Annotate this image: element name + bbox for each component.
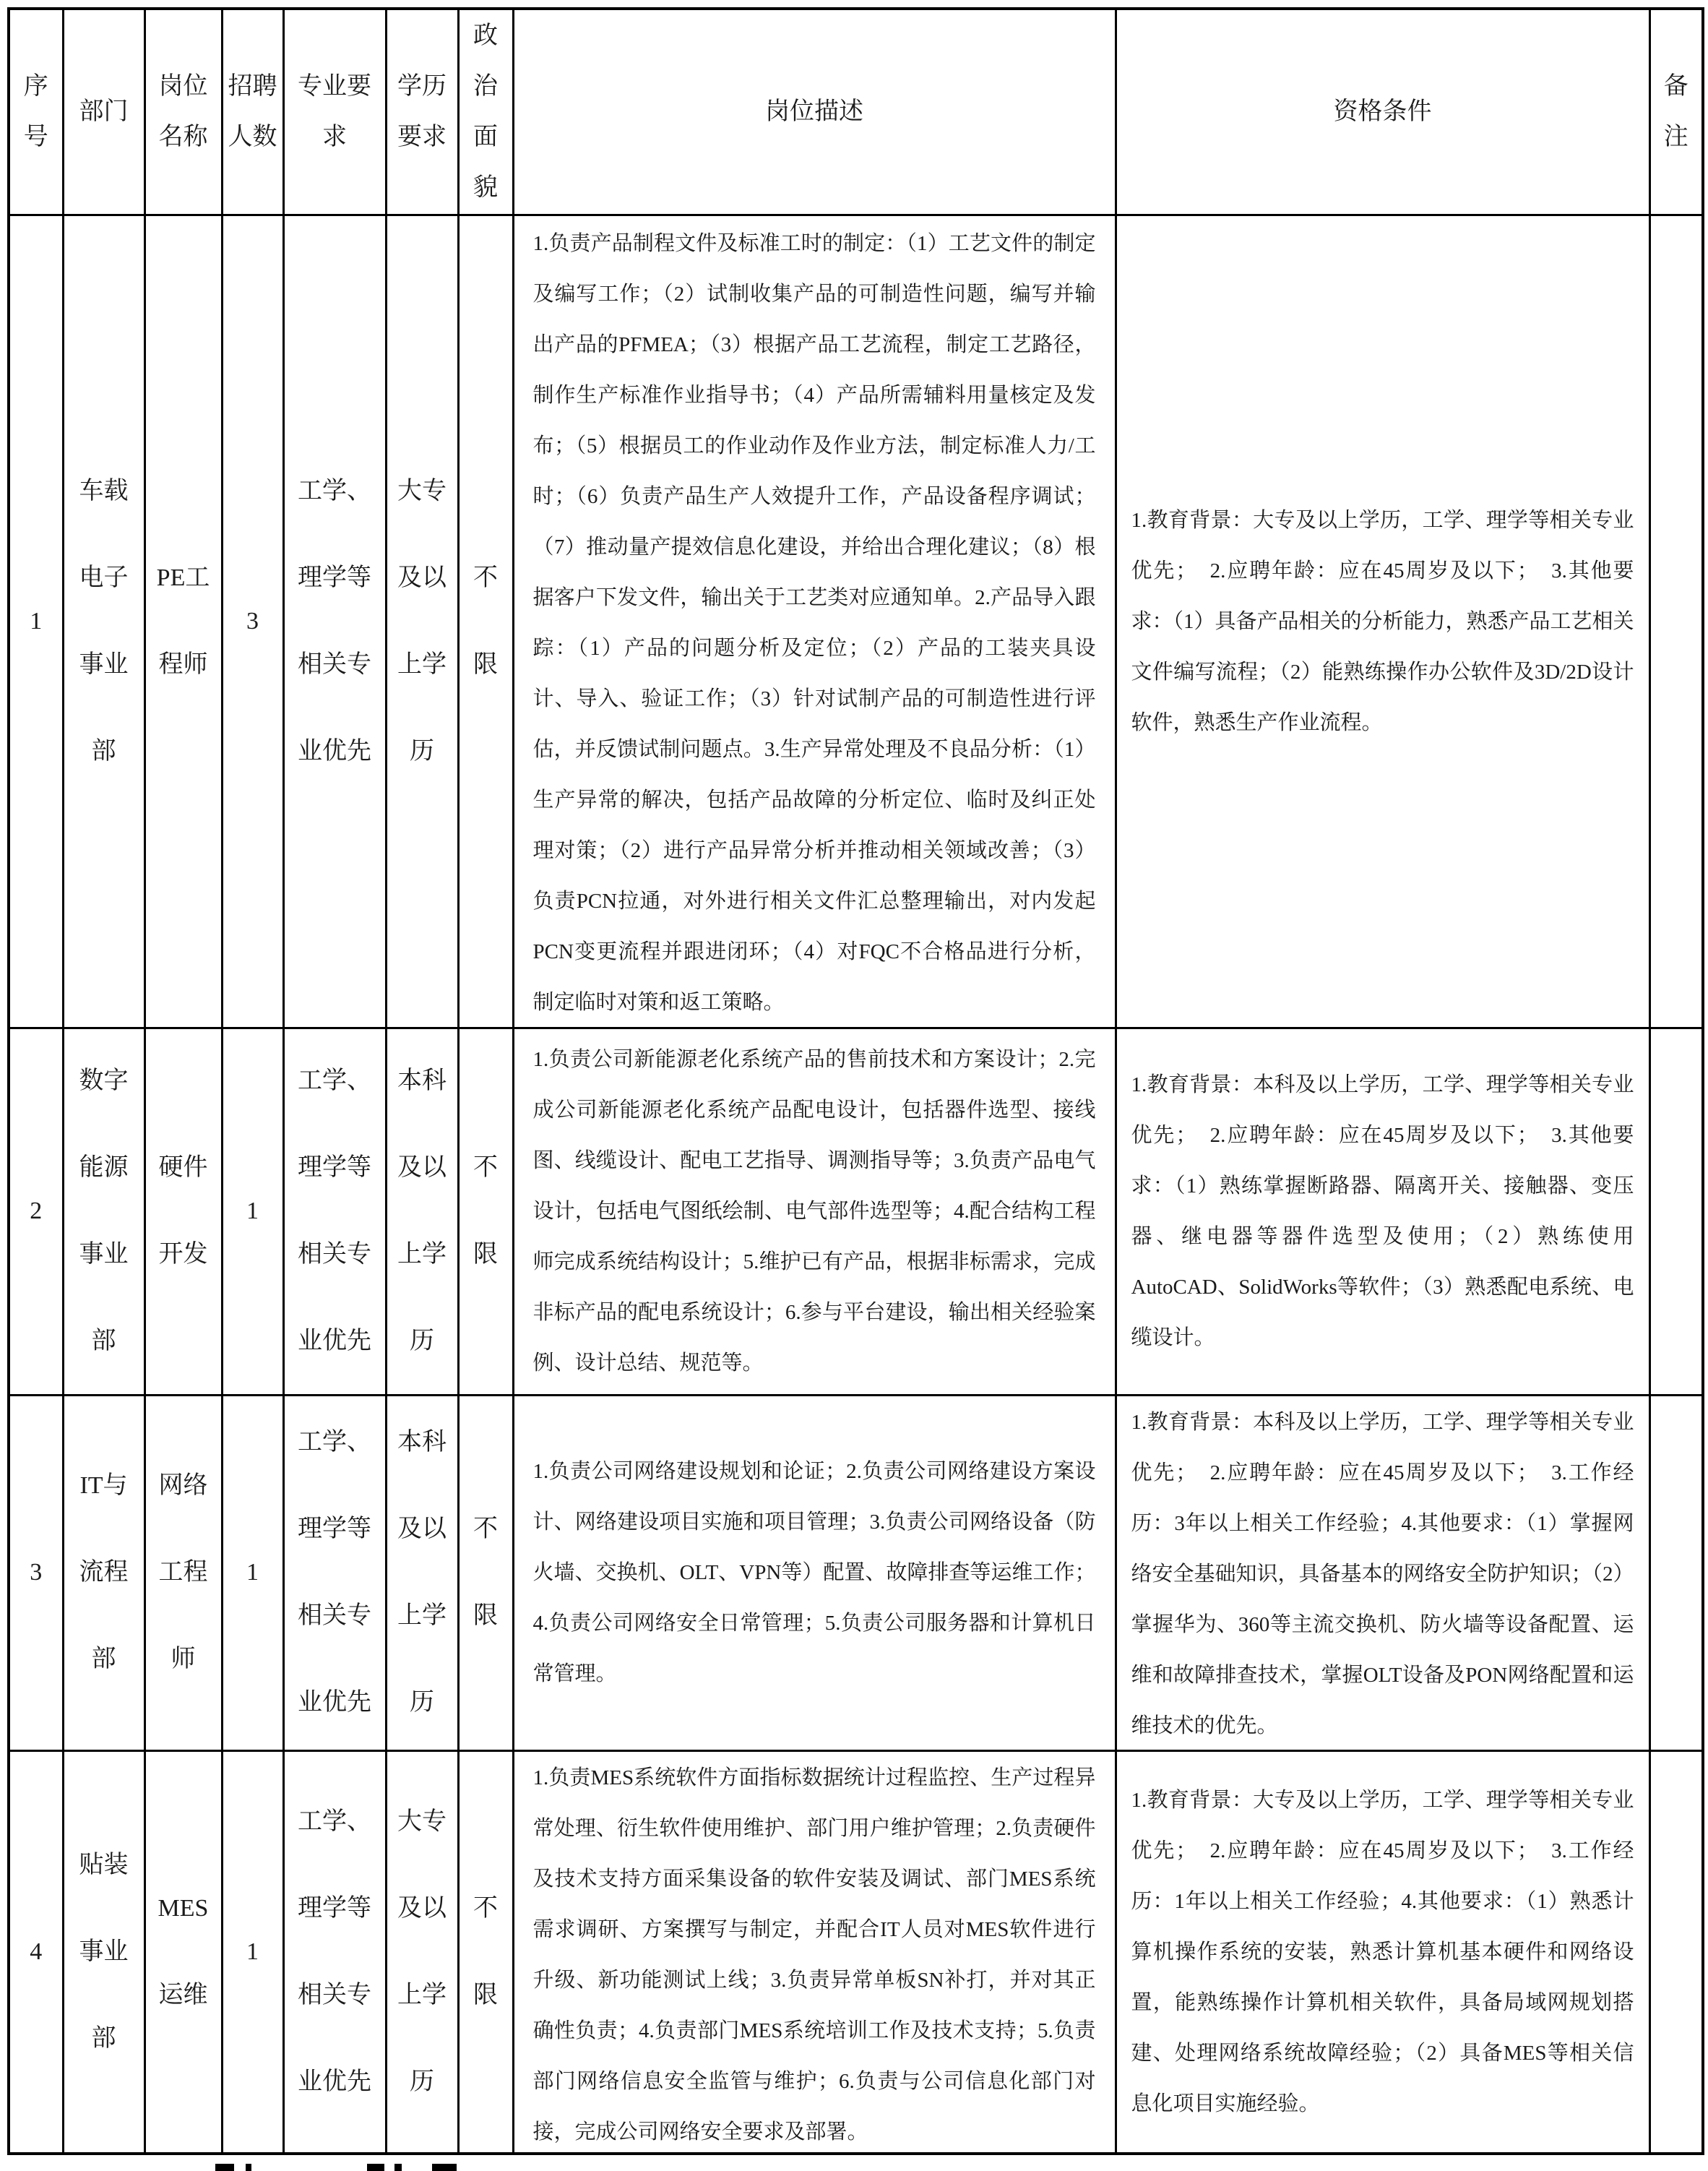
cell-r1-remark: [1649, 215, 1703, 1028]
cell-r1-qualifications: [1116, 215, 1649, 1028]
cell-r3-job-description: [513, 1395, 1116, 1750]
job-description-text: 1.负责公司网络建设规划和论证；2.负责公司网络建设方案设计、网络建设项目实施和项目管理；3.负责公司网络设备（防火墙、交换机、OLT、VPN等）配置、故障排查等运维工作；4.负责公司网络安全日常管理；5.负责公司服务器和计算机日常管理。: [532, 1460, 1096, 1685]
qualifications-text: 1.教育背景：大专及以上学历，工学、理学等相关专业优先； 2.应聘年龄：应在45周岁及以下； 3.工作经历：1年以上相关工作经验；4.其他要求：（1）熟悉计算机操作系统的安装，熟悉计算机基本硬件和网络设置，能熟练操作计算机相关软件，具备局域网规划搭建、处理网络系统故障经验；（2）具备MES等相关信息化项目实施经验。: [1131, 1788, 1634, 2115]
job-description-text: 1.负责公司新能源老化系统产品的售前技术和方案设计；2.完成公司新能源老化系统产品配电设计，包括器件选型、接线图、线缆设计、配电工艺指导、调测指导等；3.负责产品电气设计，包括电气图纸绘制、电气部件选型等；4.配合结构工程师完成系统结构设计；5.维护已有产品，根据非标需求，完成非标产品的配电系统设计；6.参与平台建设，输出相关经验案例、设计总结、规范等。: [532, 1048, 1096, 1375]
cell-r3-major: 工学、理学等相关专业优先: [283, 1395, 386, 1750]
header-education: 学历要求: [386, 9, 458, 215]
cell-r4-seq: 4: [9, 1750, 63, 2154]
cell-r4-qualifications: [1116, 1750, 1649, 2154]
table-row: [9, 1750, 1703, 2154]
table-row: [9, 1028, 1703, 1395]
cell-r1-major: 工学、理学等相关专业优先: [283, 215, 386, 1028]
cell-r2-remark: [1649, 1028, 1703, 1395]
cell-r4-political-status: 不限: [458, 1750, 513, 2154]
cell-r3-remark: [1649, 1395, 1703, 1750]
cell-r4-job-description: [513, 1750, 1116, 2154]
header-department: 部门: [63, 9, 145, 215]
cell-r1-education: 大专及以上学历: [386, 215, 458, 1028]
cell-r2-education: 本科及以上学历: [386, 1028, 458, 1395]
header-position: 岗位名称: [145, 9, 222, 215]
cell-r2-headcount: 1: [222, 1028, 283, 1395]
cell-r3-position: 网络工程师: [145, 1395, 222, 1750]
cell-r3-headcount: 1: [222, 1395, 283, 1750]
cell-r3-political-status: 不限: [458, 1395, 513, 1750]
header-remark: 备注: [1649, 9, 1703, 215]
cell-r4-headcount: 1: [222, 1750, 283, 2154]
cell-r2-major: 工学、理学等相关专业优先: [283, 1028, 386, 1395]
qualifications-text: 1.教育背景：本科及以上学历，工学、理学等相关专业优先； 2.应聘年龄：应在45周岁及以下； 3.工作经历：3年以上相关工作经验；4.其他要求：（1）掌握网络安全基础知识，具备基本的网络安全防护知识；（2）掌握华为、360等主流交换机、防火墙等设备配置、运维和故障排查技术，掌握OLT设备及PON网络配置和运维技术的优先。: [1131, 1411, 1634, 1737]
cell-r1-seq: 1: [9, 215, 63, 1028]
header-qualifications: 资格条件: [1116, 9, 1649, 215]
cell-r2-job-description: [513, 1028, 1116, 1395]
cell-r2-political-status: 不限: [458, 1028, 513, 1395]
cell-r4-major: 工学、理学等相关专业优先: [283, 1750, 386, 2154]
cell-r4-remark: [1649, 1750, 1703, 2154]
qualifications-text: 1.教育背景：大专及以上学历，工学、理学等相关专业优先； 2.应聘年龄：应在45周岁及以下； 3.其他要求：（1）具备产品相关的分析能力，熟悉产品工艺相关文件编写流程；（2）能熟练操作办公软件及3D/2D设计软件，熟悉生产作业流程。: [1131, 508, 1634, 734]
cell-r3-education: 本科及以上学历: [386, 1395, 458, 1750]
table-row: [9, 1395, 1703, 1750]
recruitment-table: [7, 7, 1704, 2155]
table-row: [9, 215, 1703, 1028]
header-job-description: 岗位描述: [513, 9, 1116, 215]
cell-r1-job-description: [513, 215, 1116, 1028]
cell-r1-headcount: 3: [222, 215, 283, 1028]
cell-r1-position: PE工程师: [145, 215, 222, 1028]
header-political-status: 政治面貌: [458, 9, 513, 215]
job-description-text: 1.负责产品制程文件及标准工时的制定：（1）工艺文件的制定及编写工作；（2）试制收集产品的可制造性问题，编写并输出产品的PFMEA；（3）根据产品工艺流程，制定工艺路径，制作生产标准作业指导书；（4）产品所需辅料用量核定及发布；（5）根据员工的作业动作及作业方法，制定标准人力/工时；（6）负责产品生产人效提升工作，产品设备程序调试；（7）推动量产提效信息化建设，并给出合理化建议；（8）根据客户下发文件，输出关于工艺类对应通知单。2.产品导入跟踪：（1）产品的问题分析及定位；（2）产品的工装夹具设计、导入、验证工作；（3）针对试制产品的可制造性进行评估，并反馈试制问题点。3.生产异常处理及不良品分析：（1）生产异常的解决，包括产品故障的分析定位、临时及纠正处理对策；（2）进行产品异常分析并推动相关领域改善；（3）负责PCN拉通，对外进行相关文件汇总整理输出，对内发起PCN变更流程并跟进闭环；（4）对FQC不合格品进行分析，制定临时对策和返工策略。: [532, 232, 1096, 1014]
cell-r1-political-status: 不限: [458, 215, 513, 1028]
cell-r3-seq: 3: [9, 1395, 63, 1750]
header-seq: 序号: [9, 9, 63, 215]
cell-r4-position: MES运维: [145, 1750, 222, 2154]
clipped-text-fragment: [215, 2164, 504, 2171]
cell-r2-qualifications: [1116, 1028, 1649, 1395]
job-description-text: 1.负责MES系统软件方面指标数据统计过程监控、生产过程异常处理、衍生软件使用维护、部门用户维护管理；2.负责硬件及技术支持方面采集设备的软件安装及调试、部门MES系统需求调研、方案撰写与制定，并配合IT人员对MES软件进行升级、新功能测试上线；3.负责异常单板SN补打，并对其正确性负责；4.负责部门MES系统培训工作及技术支持；5.负责部门网络信息安全监管与维护；6.负责与公司信息化部门对接，完成公司网络安全要求及部署。: [532, 1766, 1096, 2144]
header-major: 专业要求: [283, 9, 386, 215]
cell-r3-qualifications: [1116, 1395, 1649, 1750]
cell-r3-department: IT与流程部: [63, 1395, 145, 1750]
cell-r1-department: 车载电子事业部: [63, 215, 145, 1028]
cell-r4-department: 贴装事业部: [63, 1750, 145, 2154]
table-header-row: [9, 9, 1703, 215]
cell-r2-position: 硬件开发: [145, 1028, 222, 1395]
cell-r4-education: 大专及以上学历: [386, 1750, 458, 2154]
header-headcount: 招聘人数: [222, 9, 283, 215]
cell-r2-department: 数字能源事业部: [63, 1028, 145, 1395]
cell-r2-seq: 2: [9, 1028, 63, 1395]
qualifications-text: 1.教育背景：本科及以上学历，工学、理学等相关专业优先； 2.应聘年龄：应在45周岁及以下； 3.其他要求：（1）熟练掌握断路器、隔离开关、接触器、变压器、继电器等器件选型及使用；（2）熟练使用AutoCAD、SolidWorks等软件；（3）熟悉配电系统、电缆设计。: [1131, 1073, 1634, 1349]
